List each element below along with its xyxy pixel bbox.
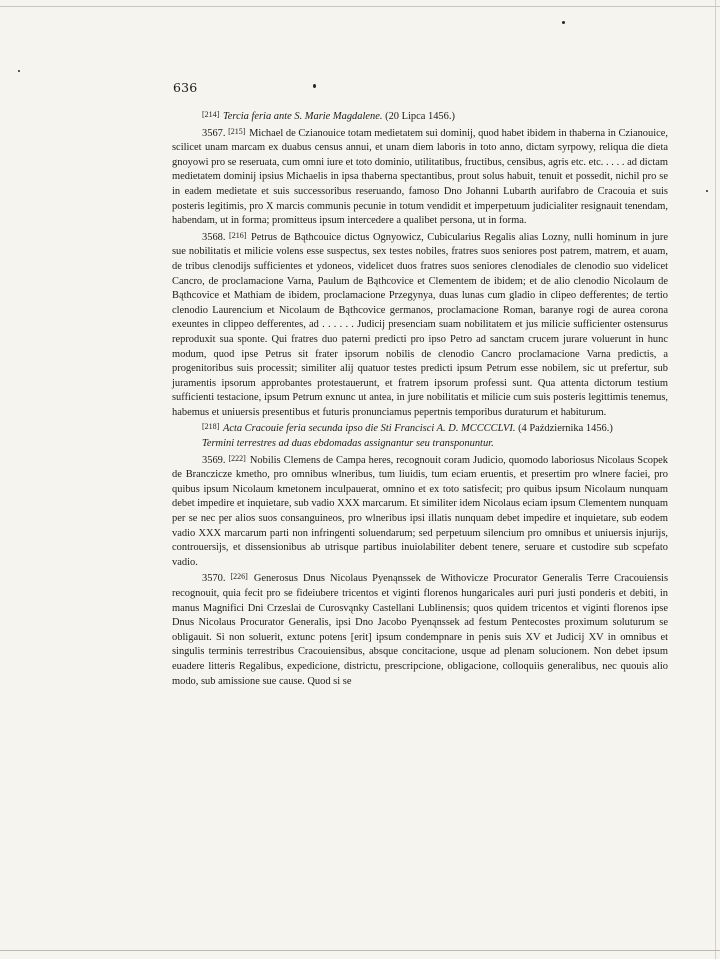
- heading-title: Tercia feria ante S. Marie Magdalene.: [222, 111, 383, 122]
- entry-number: 3568.: [202, 231, 226, 243]
- entry-number: 3570.: [202, 573, 226, 585]
- heading-title: Acta Cracouie feria secunda ipso die Sti Francisci A. D. MCCCCLVI.: [222, 423, 516, 435]
- page-edge-right: [715, 0, 716, 959]
- heading-date: (4 Października 1456.): [518, 423, 613, 435]
- footnote-marker: [214]: [202, 110, 220, 119]
- footnote-marker: [216]: [229, 230, 247, 240]
- heading-date: (20 Lipca 1456.): [385, 111, 455, 122]
- subheading-termini: Termini terrestres ad duas ebdomadas assignantur seu transponuntur.: [202, 438, 494, 450]
- ink-speck: [18, 70, 20, 72]
- page-edge-top: [0, 6, 720, 7]
- page-edge-bottom: [0, 950, 720, 951]
- entry-3570: [172, 570, 668, 689]
- footnote-marker: [222]: [228, 453, 246, 463]
- entry-text: Nobilis Clemens de Campa heres, recognouit coram Judicio, quomodo laboriosus Nicolaus Scopek de Branczicze kmetho, pro omnibus wlneribus, tum liuidis, tum eciam eruentis, et presertim pro wlnere faciei, pro quibus ipsum Nicolaum kmetonem inculpauerat, omnino et ex toto satisfecit; pro quibus ipsum Nicolaum nunquam debet impedire et inquietare, sub vadio XXX marcarum. Et similiter idem Nicolaus eciam ipsum Clementem nunquam per se nec per alios suos consanguineos, pro wlneribus ipsi illatis nunquam debet impedire et inquietare, sub eodem vadio XXX marcarum parti non infringenti soluendarum; sed perpetuum silencium pro omnibus et uniuersis injurijs, controuersijs, et dissensionibus ab utrisque partibus inuiolabiliter debent tenere, seruare et custodire sub scpefato vadio.: [172, 454, 669, 568]
- entry-text: Petrus de Bąthcouice dictus Ognyowicz, Cubicularius Regalis alias Lozny, nulli hominum in jure sue nobilitatis et milicie volens esse suspectus, sex testes nobiles, fratres suos seniores post patrem, matrem, et auam, de tribus clenodijs sufficientes et ydoneos, videlicet duos fratres suos seniores clenodiales de clenodio suo videlicet Cancro, de proclamacione Varna, Paulum de Bąthcovice et Clementem de ibidem; et de alio clenodio Nicolaum de Bąthcovice et Mathiam de ibidem, proclamacione Przegynya, duas lunas cum gladio in clipeo defferentes; de tertio clenodio Laurencium et Nicolaum de Bąthcovice germanos, proclamacione Roman, baranye rogi de aurea corona exeuntes in clippeo defferentes, ad . . . . . . Judicij presenciam suam nobilitatem et jus milicie sufficienter ostensurus reproduxit sua sponte. Qui fratres duo paterni predicti pro ipso Petro ad sanctam crucem jurare voluerunt in hunc modum, quod ipse Petrus sit frater ipsorum nobilis de clenodio Cancro proclamacione Varna predictis, a progenitoribus suis processit; similiter alij quatuor testes predicti ipsum Petrum esse nobilem, sic ut prefertur, sub juramentis ipsorum approbantes protestauerunt, et fratrem ipsorum professi sunt. Qua attenta dictorum testium sufficienti testacione, ipsum Petrum exnunc ut antea, in jure nobilitatis et milicie cum suis posteris legittimis tenemus, habemus et uniuersis presentibus et futuris pronunciamus pepertnis temporibus duraturum et habiturum.: [172, 231, 669, 418]
- ink-speck: [562, 21, 565, 24]
- entry-3569: [172, 452, 668, 571]
- document-body: [172, 108, 668, 689]
- section-heading-214: [172, 108, 668, 125]
- footnote-marker: [218]: [202, 422, 220, 432]
- page-number: 636: [173, 80, 198, 95]
- entry-3567: [172, 125, 668, 229]
- footnote-marker: [215]: [228, 126, 246, 136]
- ink-speck: [706, 190, 708, 192]
- entry-3568: [172, 229, 668, 421]
- footnote-marker: [226]: [230, 572, 248, 582]
- entry-text: Michael de Czianouice totam medietatem sui dominij, quod habet ibidem in thaberna in Czianouice, scilicet unam marcam ex duabus census annui, et unam diem laboris in toto anno, dictam syrpowy, reliqua die dieta gnoyowi pro se reseruata, cum omni iure et toto dominio, utilitatibus, fructibus, censibus, agris etc. etc. . . . . ad dictam medietatem dominij ipsius Michaelis in ipsa thaberna spectantibus, prout solus habuit, tenuit et possedit, nichil pro se in eadem medietate et suis successoribus reseruando, famoso Dno Johanni Lubarth aurifabro de Cracouia et suis posteris legitimis, pro X marcis communis pecunie in totum vendidit et imperpetuum judicialiter resignauit tenendam, habendam, ut in forma; promitteus ipsum intercedere a qualibet persona, ut in forma.: [172, 127, 669, 227]
- section-heading-218: [172, 420, 668, 437]
- entry-number: 3569.: [202, 454, 226, 466]
- entry-text: Generosus Dnus Nicolaus Pyenąnssek de Withovicze Procurator Generalis Terre Cracouiensis recognouit, quia fecit pro se fideiubere tricentos et viginti florenos hungaricales auri puri justi ponderis et debiti, in manus Magnifici Dni Crzeslai de Curosvąnky Castellani Lublinensis; quos quidem tricentos et viginti florenos ipse Dnus Nicolaus Procurator Generalis, ipsi Dno Jacobo Pyenąnssek ad festum Pentecostes proximum soluturum se obligauit. Si non soluerit, extunc potens [erit] ipsum condempnare in penis suis XV et Judicij XV in omnibus et singulis terminis terrestribus Cracouiensibus, absque concitacione, usque ad plenam solucionem. Non debet ipsum euadere litteris Regalibus, expedicione, districtu, prescripcione, obligacione, colloquiis generalibus, nec quouis alio modo, sub amissione sue cause. Quod si se: [172, 573, 669, 687]
- ink-speck: [313, 84, 316, 88]
- entry-number: 3567.: [202, 127, 226, 139]
